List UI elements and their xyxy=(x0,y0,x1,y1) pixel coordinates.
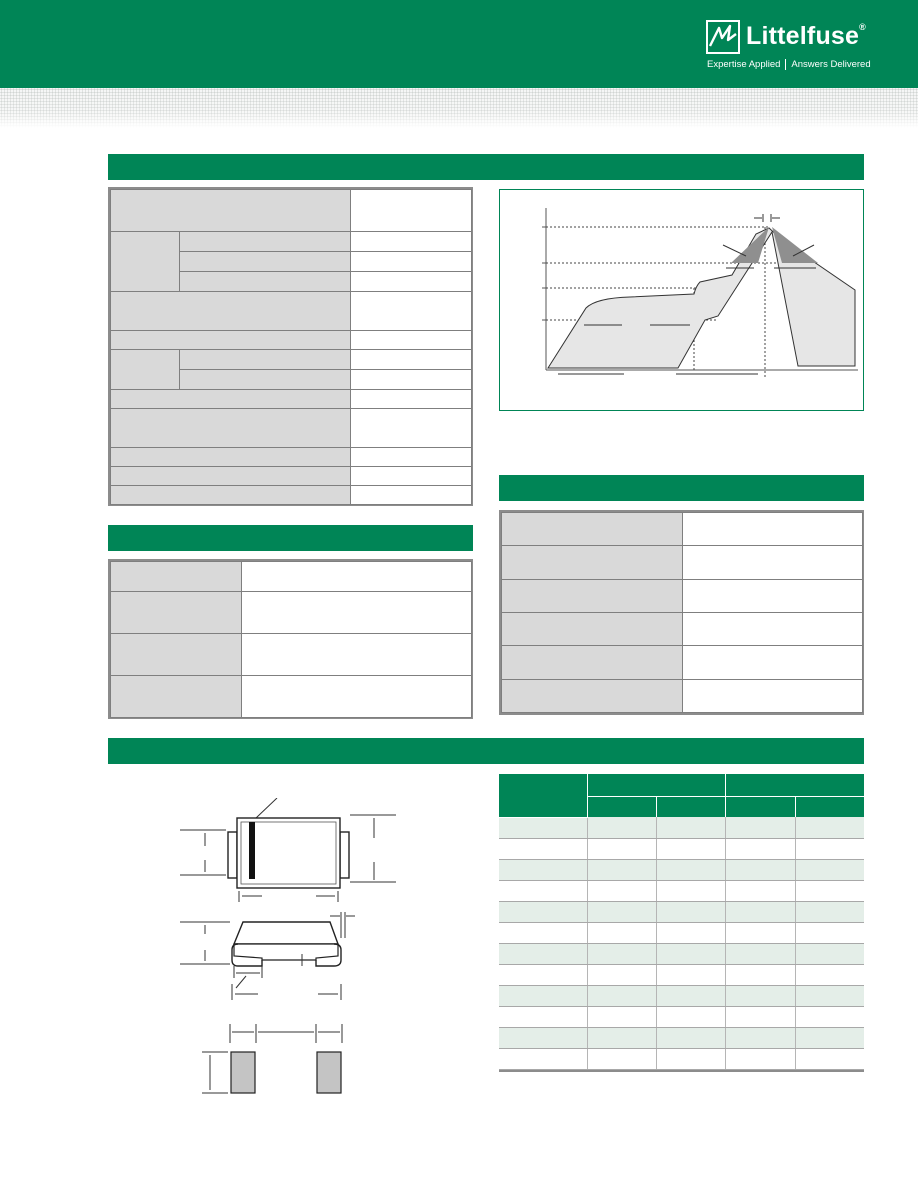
ratings-cell xyxy=(351,390,472,409)
graph-profile-area xyxy=(548,228,855,368)
ratings-cell xyxy=(180,370,351,390)
dimensions-header-cell xyxy=(725,774,864,797)
table-row xyxy=(499,859,864,880)
top-view-lead-right xyxy=(340,832,349,878)
physical-specs-cell xyxy=(502,679,683,712)
ratings-cell xyxy=(111,486,351,505)
characteristics-cell xyxy=(111,592,242,634)
physical-specs-cell xyxy=(683,513,863,546)
characteristics-cell xyxy=(111,634,242,676)
table-row xyxy=(499,817,864,838)
side-view-body xyxy=(234,922,338,944)
section-header-bar-ratings xyxy=(108,154,864,180)
section-header-bar-left xyxy=(108,525,473,551)
ratings-cell xyxy=(180,272,351,292)
tagline-right: Answers Delivered xyxy=(791,59,871,71)
table-row xyxy=(499,838,864,859)
top-view-lead-left xyxy=(228,832,237,878)
dimensions-table-wrap xyxy=(499,774,864,1072)
table-row xyxy=(499,964,864,985)
ratings-cell xyxy=(111,409,351,448)
ratings-cell xyxy=(351,350,472,370)
ratings-cell xyxy=(180,232,351,252)
physical-specs-cell xyxy=(502,579,683,612)
section-header-bar-right xyxy=(499,475,864,501)
soldering-profile-frame xyxy=(499,189,864,411)
package-dimension-drawing xyxy=(170,798,410,1104)
side-view-base xyxy=(234,944,338,960)
physical-specs-cell xyxy=(502,612,683,645)
physical-specs-cell xyxy=(683,646,863,679)
table-row xyxy=(499,1027,864,1048)
brand-wordmark xyxy=(746,22,866,51)
ratings-cell xyxy=(351,272,472,292)
characteristics-cell xyxy=(242,676,472,718)
table-row xyxy=(499,880,864,901)
ratings-table-frame xyxy=(108,187,473,506)
physical-specs-table-frame xyxy=(499,510,864,715)
ratings-cell xyxy=(111,350,180,390)
dimensions-header-cell xyxy=(725,797,795,818)
dim-leader xyxy=(236,976,246,988)
physical-specs-cell xyxy=(502,513,683,546)
physical-specs-cell xyxy=(683,612,863,645)
table-row xyxy=(499,985,864,1006)
dimensions-header-cell xyxy=(656,797,725,818)
ratings-cell xyxy=(351,292,472,331)
cathode-band xyxy=(249,822,255,879)
ratings-cell xyxy=(351,467,472,486)
ratings-cell xyxy=(111,448,351,467)
ratings-cell xyxy=(351,370,472,390)
dimensions-table xyxy=(499,774,864,1070)
footprint-pad-left xyxy=(231,1052,255,1093)
ratings-cell xyxy=(351,232,472,252)
ratings-cell xyxy=(180,252,351,272)
physical-specs-table xyxy=(501,512,863,713)
soldering-profile-graph xyxy=(500,190,862,409)
characteristics-cell xyxy=(242,562,472,592)
footprint-pad-right xyxy=(317,1052,341,1093)
physical-specs-cell xyxy=(502,546,683,579)
physical-specs-cell xyxy=(683,579,863,612)
table-row xyxy=(499,1048,864,1069)
characteristics-cell xyxy=(111,676,242,718)
ratings-cell xyxy=(351,448,472,467)
ratings-cell xyxy=(180,350,351,370)
ratings-cell xyxy=(111,232,180,292)
littelfuse-logo-icon xyxy=(706,20,740,54)
ratings-cell xyxy=(111,190,351,232)
physical-specs-cell xyxy=(502,646,683,679)
ratings-cell xyxy=(111,390,351,409)
brand-name: Littelfuse xyxy=(746,22,860,50)
ratings-cell xyxy=(111,292,351,331)
characteristics-cell xyxy=(242,592,472,634)
characteristics-cell xyxy=(242,634,472,676)
ratings-cell xyxy=(111,331,351,350)
section-header-bar-dimensions xyxy=(108,738,864,764)
brand-tagline xyxy=(707,59,871,70)
tagline-divider xyxy=(785,59,786,70)
characteristics-table xyxy=(110,561,472,718)
ratings-cell xyxy=(351,190,472,232)
dot-pattern-fade xyxy=(0,88,918,128)
table-row xyxy=(499,943,864,964)
physical-specs-cell xyxy=(683,546,863,579)
characteristics-table-frame xyxy=(108,559,473,719)
dimensions-header-cell xyxy=(499,774,587,817)
brand-reg-mark: ® xyxy=(859,22,866,32)
table-row xyxy=(499,901,864,922)
ratings-table xyxy=(110,189,472,505)
ratings-cell xyxy=(351,252,472,272)
table-row xyxy=(499,922,864,943)
ratings-cell xyxy=(351,331,472,350)
dimensions-header-cell xyxy=(587,797,656,818)
cathode-band-leader xyxy=(256,798,277,818)
tagline-left: Expertise Applied xyxy=(707,59,781,71)
ratings-cell xyxy=(351,409,472,448)
dimensions-header-cell xyxy=(795,797,864,818)
characteristics-cell xyxy=(111,562,242,592)
physical-specs-cell xyxy=(683,679,863,712)
table-row xyxy=(499,1006,864,1027)
ratings-cell xyxy=(351,486,472,505)
ratings-cell xyxy=(111,467,351,486)
graph-leader-line xyxy=(723,245,746,256)
dimensions-header-cell xyxy=(587,774,725,797)
